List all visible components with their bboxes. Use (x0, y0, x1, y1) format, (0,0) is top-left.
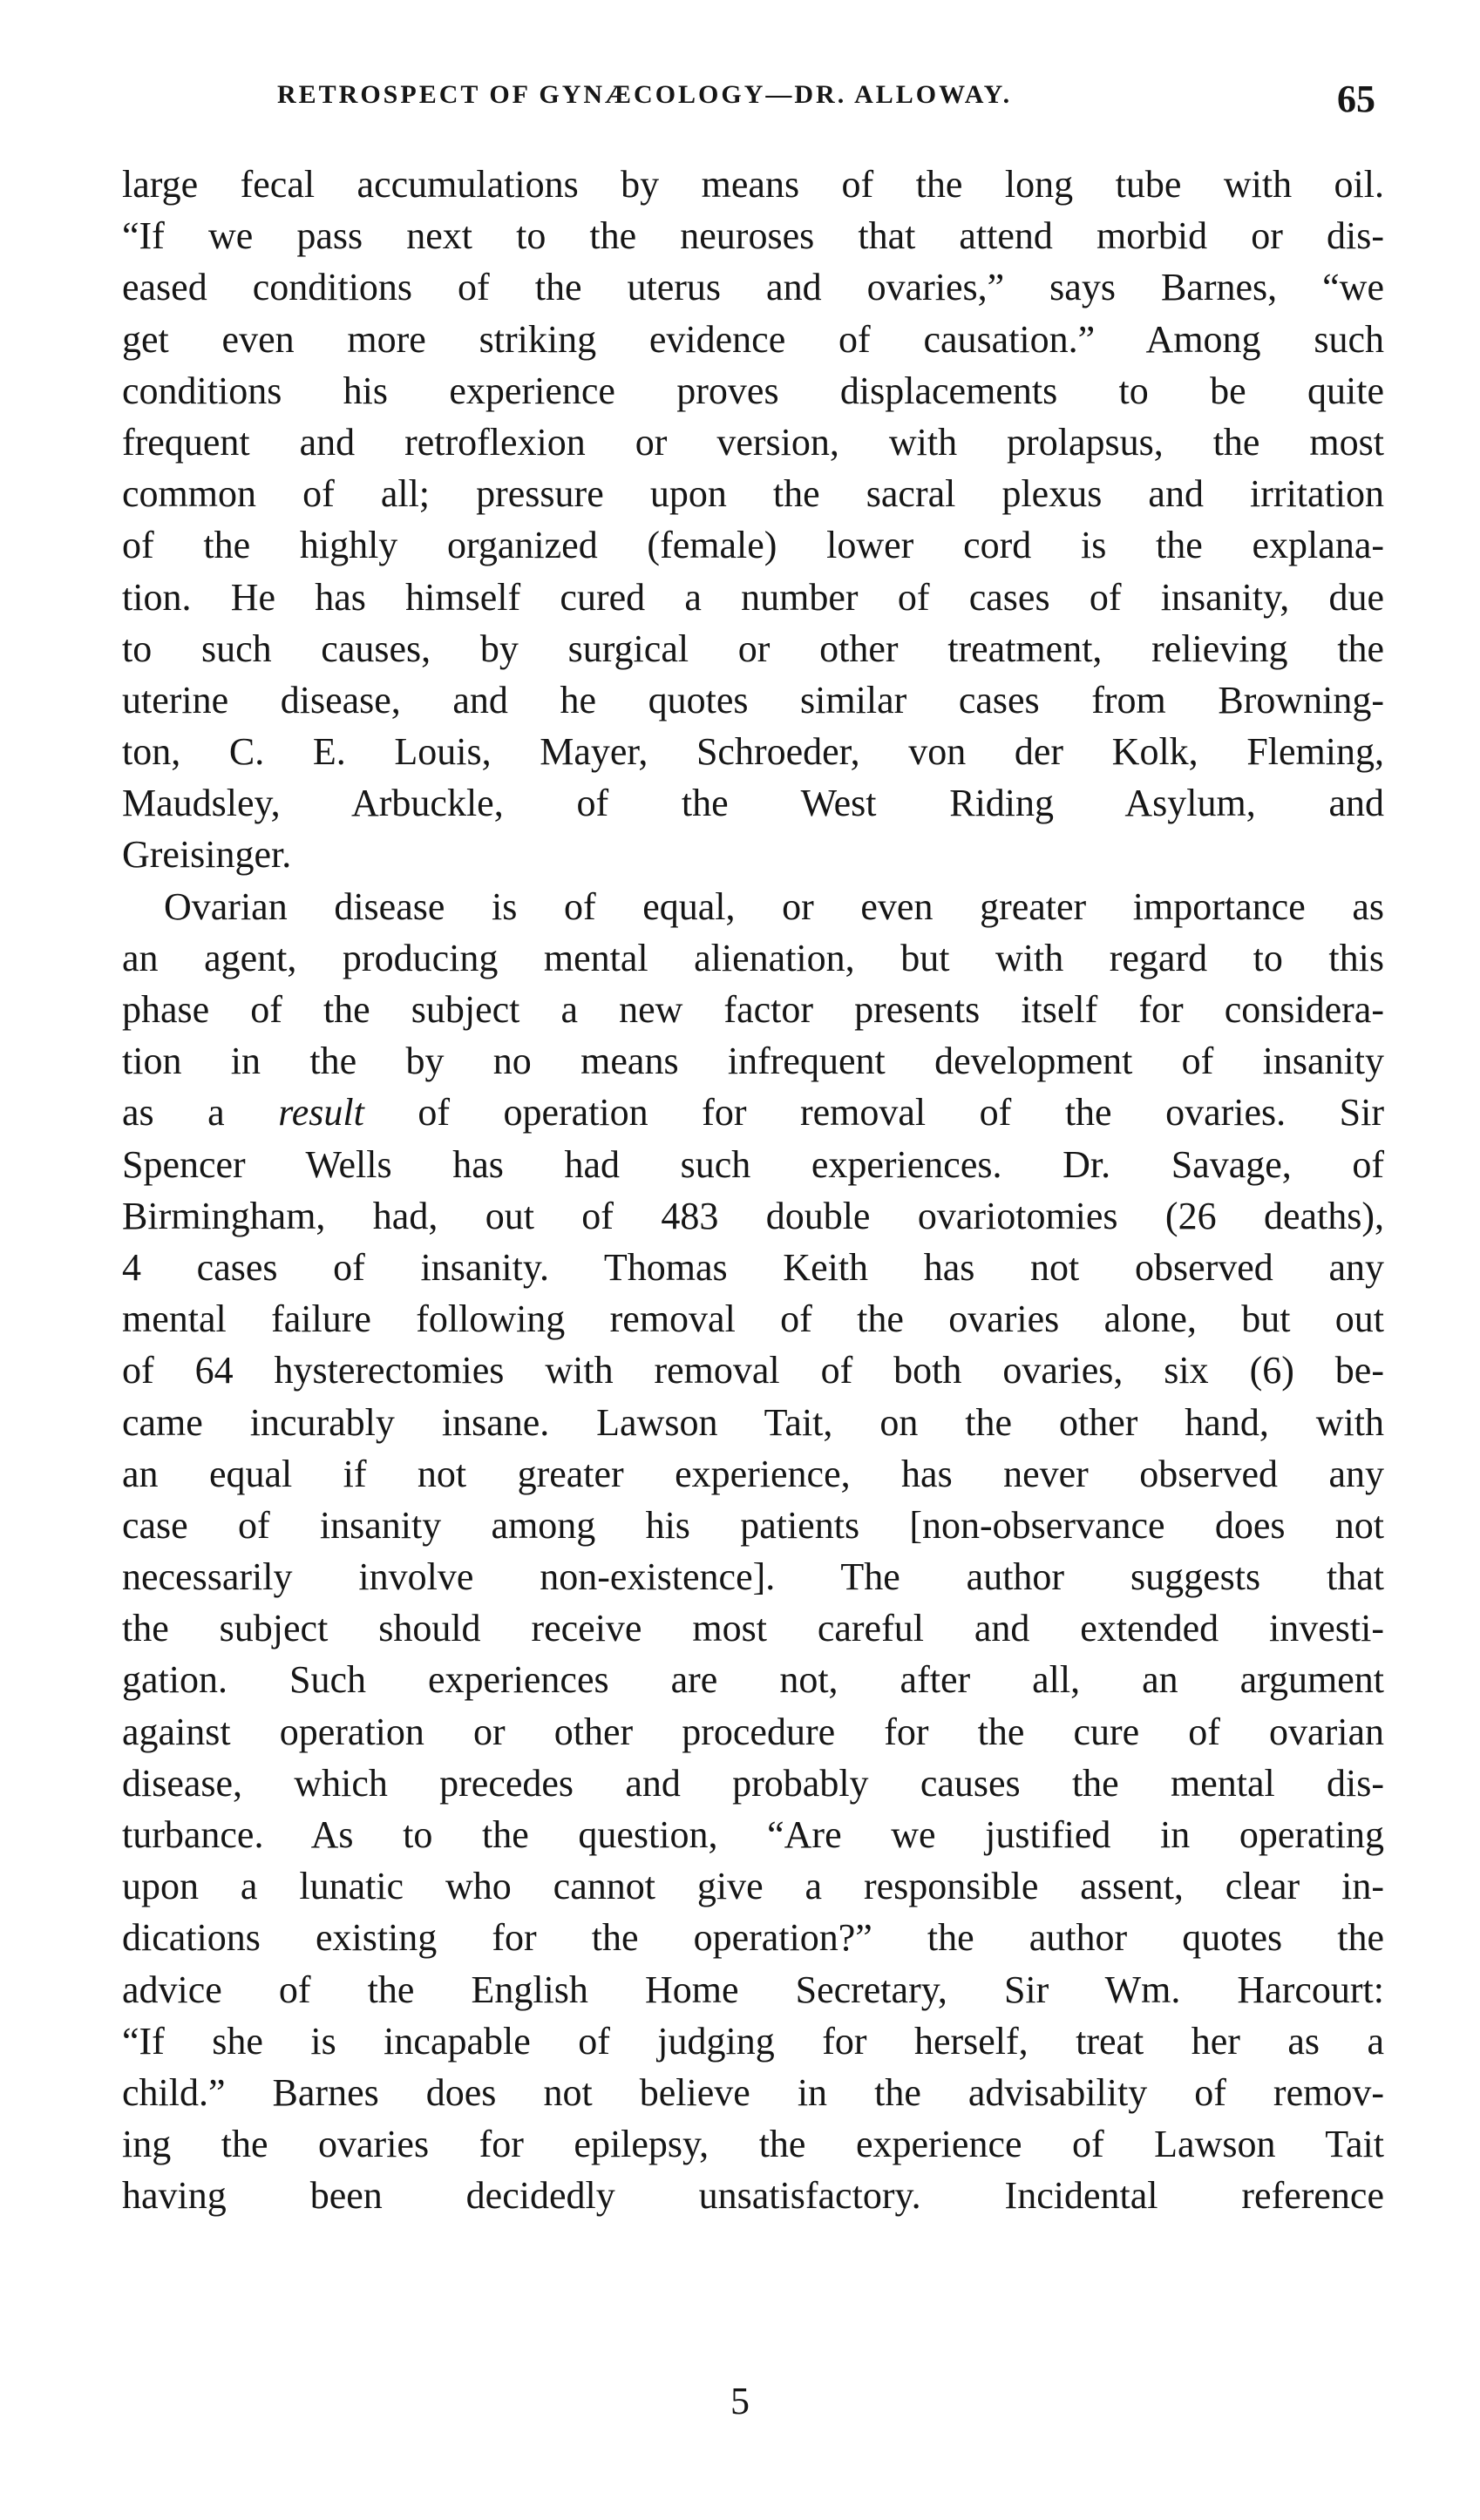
running-title: RETROSPECT OF GYNÆCOLOGY—DR. ALLOWAY. (277, 80, 1013, 109)
running-head (277, 77, 1375, 129)
text-line: Spencer Wells has had such experiences. Dr. Savage, of (122, 1142, 1384, 1186)
text-line: gation. Such experiences are not, after all, an argument (122, 1658, 1384, 1702)
text-line: necessarily involve non-existence]. The author suggests that (122, 1555, 1384, 1599)
text-line: to such causes, by surgical or other treatment, relieving the (122, 627, 1384, 670)
text-line: 4 cases of insanity. Thomas Keith has not observed any (122, 1245, 1384, 1289)
text-line: phase of the subject a new factor presents itself for considera- (122, 988, 1384, 1031)
italic-word: result (278, 1091, 364, 1135)
text-line: get even more striking evidence of causation.” Among such (122, 317, 1384, 361)
body-text (122, 159, 1384, 2222)
text-line: “If she is incapable of judging for herself, treat her as a (122, 2019, 1384, 2063)
text-line: eased conditions of the uterus and ovaries,” says Barnes, “we (122, 266, 1384, 309)
text-line: disease, which precedes and probably causes the mental dis- (122, 1761, 1384, 1805)
text-line: tion in the by no means infrequent development of insanity (122, 1040, 1384, 1083)
text-line: common of all; pressure upon the sacral plexus and irritation (122, 472, 1384, 516)
text-line: of 64 hysterectomies with removal of both ovaries, six (6) be- (122, 1349, 1384, 1392)
text-line: mental failure following removal of the ovaries alone, but out (122, 1297, 1384, 1341)
signature-mark: 5 (730, 2380, 750, 2422)
text-line: advice of the English Home Secretary, Sir Wm. Harcourt: (122, 1968, 1384, 2011)
text-line: upon a lunatic who cannot give a responsible assent, clear in- (122, 1865, 1384, 1908)
page-number: 65 (1337, 78, 1375, 120)
text-fragment: as a (122, 1091, 279, 1135)
text-line-with-italic (122, 1087, 1384, 1138)
text-line: child.” Barnes does not believe in the advisability of remov- (122, 2070, 1384, 2114)
text-line: case of insanity among his patients [non-observance does not (122, 1503, 1384, 1547)
text-line: ing the ovaries for epilepsy, the experience of Lawson Tait (122, 2123, 1384, 2166)
text-line: Greisinger. (122, 833, 292, 877)
text-line: Birmingham, had, out of 483 double ovariotomies (26 deaths), (122, 1194, 1384, 1237)
text-line: having been decidedly unsatisfactory. Incidental reference (122, 2174, 1384, 2218)
text-line: an equal if not greater experience, has never observed any (122, 1452, 1384, 1495)
text-line: conditions his experience proves displacements to be quite (122, 369, 1384, 412)
text-line: against operation or other procedure for the cure of ovarian (122, 1710, 1384, 1753)
text-line: “If we pass next to the neuroses that attend morbid or dis- (122, 214, 1384, 258)
text-line: tion. He has himself cured a number of cases of insanity, due (122, 575, 1384, 619)
text-line: uterine disease, and he quotes similar cases from Browning- (122, 678, 1384, 721)
text-line: Ovarian disease is of equal, or even greater importance as (164, 884, 1384, 928)
text-line: the subject should receive most careful and extended investi- (122, 1607, 1384, 1650)
text-line: ton, C. E. Louis, Mayer, Schroeder, von der Kolk, Fleming, (122, 730, 1384, 774)
text-line: Maudsley, Arbuckle, of the West Riding Asylum, and (122, 782, 1384, 825)
text-fragment: of operation for removal of the ovaries. Sir (363, 1091, 1385, 1135)
text-line: came incurably insane. Lawson Tait, on the other hand, with (122, 1400, 1384, 1444)
text-line: large fecal accumulations by means of the long tube with oil. (122, 163, 1384, 206)
text-line: of the highly organized (female) lower cord is the explana- (122, 524, 1384, 567)
text-line: turbance. As to the question, “Are we justified in operating (122, 1813, 1384, 1856)
text-line: an agent, producing mental alienation, but with regard to this (122, 936, 1384, 979)
text-line: dications existing for the operation?” the author quotes the (122, 1916, 1384, 1960)
text-line: frequent and retroflexion or version, with prolapsus, the most (122, 420, 1384, 464)
